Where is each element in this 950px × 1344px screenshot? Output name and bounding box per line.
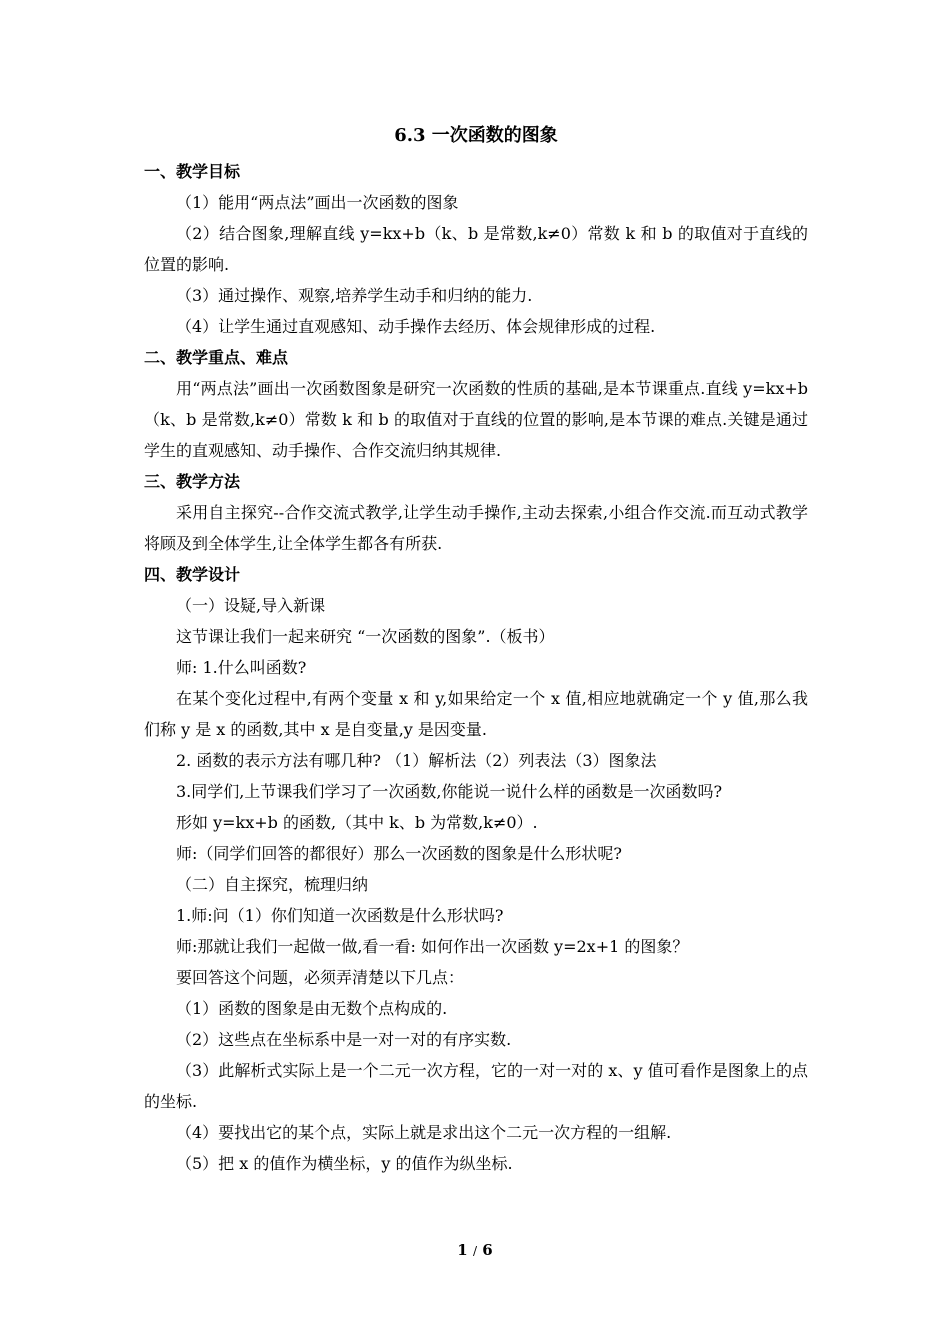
- section-heading: 三、教学方法: [144, 472, 241, 491]
- paragraph: （4）让学生通过直观感知、动手操作去经历、体会规律形成的过程.: [176, 317, 656, 336]
- document-title: 6.3 一次函数的图象: [394, 125, 558, 146]
- paragraph: （3）通过操作、观察,培养学生动手和归纳的能力.: [176, 286, 533, 305]
- paragraph: （3）此解析式实际上是一个二元一次方程，它的一对一对的 x、y 值可看作是图象上的点的坐标.: [144, 1061, 808, 1111]
- paragraph: （2）结合图象,理解直线 y=kx+b（k、b 是常数,k≠0）常数 k 和 b 的取值对于直线的位置的影响.: [144, 224, 808, 274]
- paragraph: 1.师:问（1）你们知道一次函数是什么形状吗?: [176, 906, 504, 925]
- section-heading: 四、教学设计: [144, 565, 241, 584]
- paragraph: 3.同学们,上节课我们学习了一次函数,你能说一说什么样的函数是一次函数吗?: [176, 782, 723, 801]
- page-separator: /: [472, 1244, 478, 1258]
- page-number-footer: [0, 1241, 950, 1259]
- section-heading: 二、教学重点、难点: [144, 348, 289, 367]
- paragraph: 采用自主探究--合作交流式教学,让学生动手操作,主动去探索,小组合作交流.而互动式教学将顾及到全体学生,让全体学生都各有所获.: [144, 503, 808, 553]
- paragraph: 要回答这个问题，必须弄清楚以下几点：: [176, 968, 465, 987]
- paragraph: （二）自主探究，梳理归纳: [176, 875, 369, 894]
- total-pages-number: 6: [482, 1241, 493, 1259]
- paragraph: （5）把 x 的值作为横坐标，y 的值作为纵坐标.: [176, 1154, 513, 1173]
- paragraph: （一）设疑,导入新课: [176, 596, 326, 615]
- paragraph: （2）这些点在坐标系中是一对一对的有序实数.: [176, 1030, 512, 1049]
- document-page: [144, 118, 808, 1179]
- paragraph: 这节课让我们一起来研究 “一次函数的图象”.（板书）: [176, 627, 555, 646]
- paragraph: 形如 y=kx+b 的函数,（其中 k、b 为常数,k≠0）.: [176, 813, 538, 832]
- section-design: [144, 559, 808, 1179]
- section-methods: [144, 466, 808, 559]
- section-heading: 一、教学目标: [144, 162, 241, 181]
- current-page-number: 1: [457, 1241, 468, 1259]
- paragraph: （4）要找出它的某个点，实际上就是求出这个二元一次方程的一组解.: [176, 1123, 672, 1142]
- paragraph: 师: 1.什么叫函数?: [176, 658, 307, 677]
- paragraph: （1）能用“两点法”画出一次函数的图象: [176, 193, 459, 212]
- paragraph: 师:（同学们回答的都很好）那么一次函数的图象是什么形状呢?: [176, 844, 622, 863]
- paragraph: （1）函数的图象是由无数个点构成的.: [176, 999, 448, 1018]
- paragraph: 在某个变化过程中,有两个变量 x 和 y,如果给定一个 x 值,相应地就确定一个 y 值,那么我们称 y 是 x 的函数,其中 x 是自变量,y 是因变量.: [144, 689, 808, 739]
- paragraph: 2. 函数的表示方法有哪几种? （1）解析法（2）列表法（3）图象法: [176, 751, 657, 770]
- paragraph: 师:那就让我们一起做一做,看一看: 如何作出一次函数 y=2x+1 的图象？: [176, 937, 689, 956]
- paragraph: 用“两点法”画出一次函数图象是研究一次函数的性质的基础,是本节课重点.直线 y=kx+b（k、b 是常数,k≠0）常数 k 和 b 的取值对于直线的位置的影响,是本节课的难点.关键是通过学生的直观感知、动手操作、合作交流归纳其规律.: [144, 379, 808, 460]
- section-objectives: [144, 156, 808, 342]
- section-key-points: [144, 342, 808, 466]
